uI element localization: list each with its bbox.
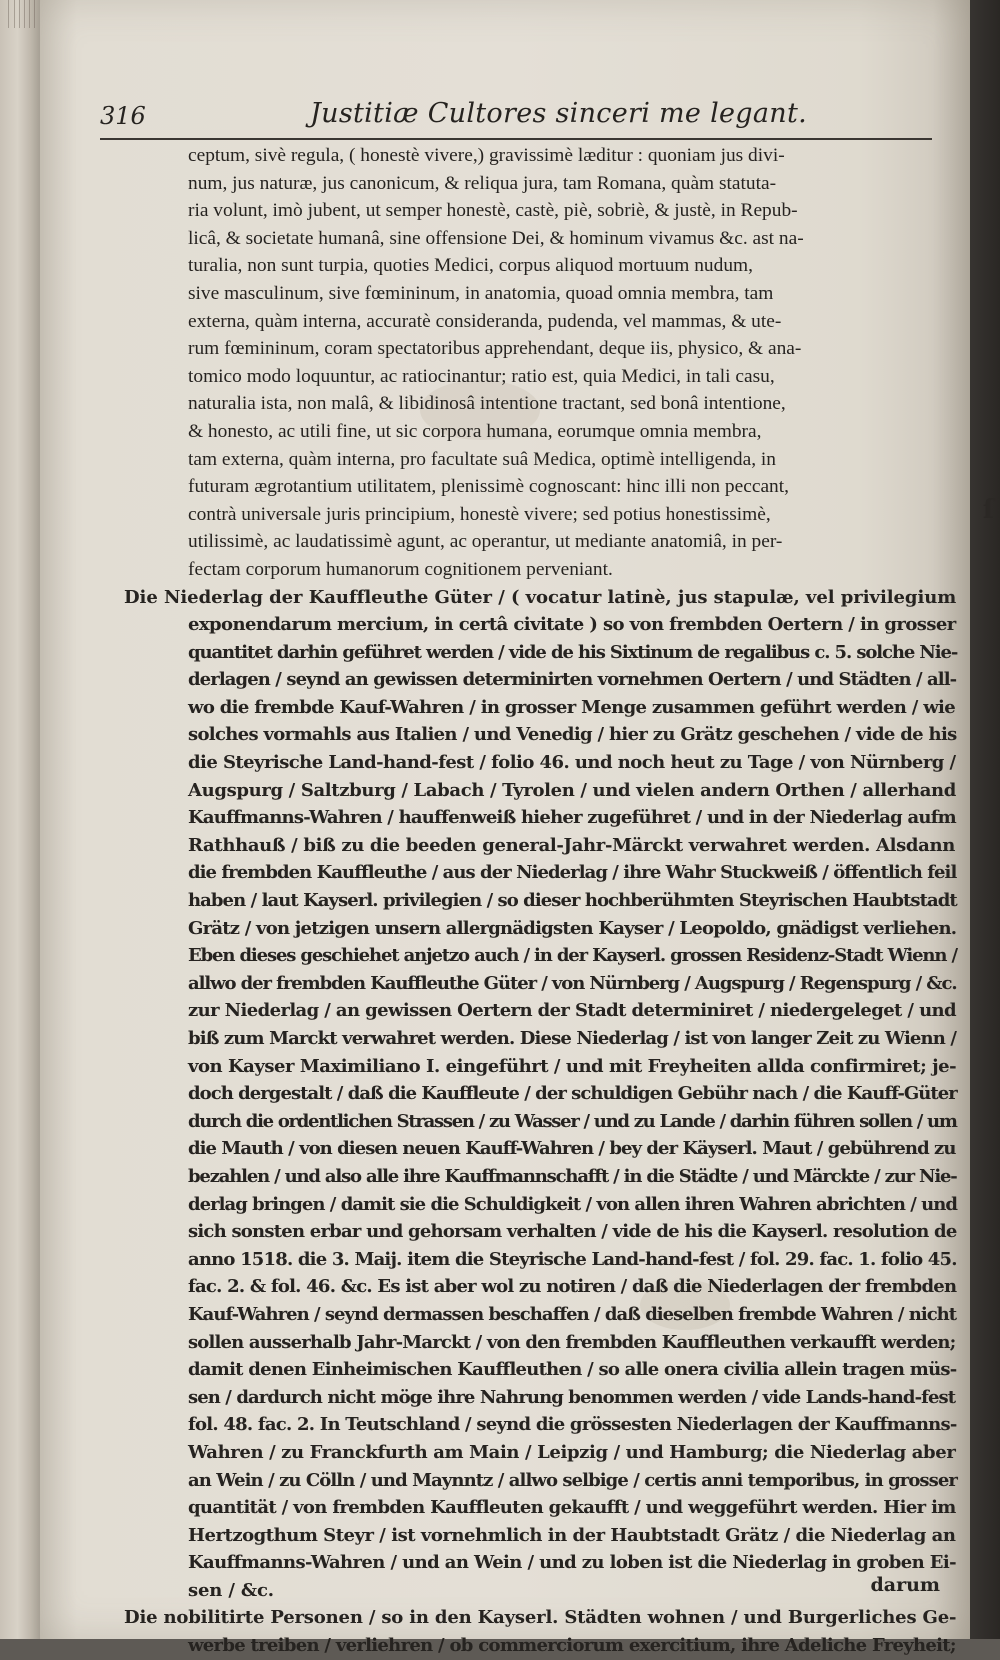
page-number: 316 (100, 102, 146, 130)
text-line: sollen ausserhalb Jahr-Marckt / von den frembden Kauffleuthen verkaufft werden; (188, 1331, 956, 1353)
text-line: an Wein / zu Cölln / und Maynntz / allwo selbige / certis anni temporibus, in grosser (188, 1469, 957, 1491)
text-line: contrà universale juris principium, honestè vivere; sed potius honestissimè, (188, 503, 771, 525)
text-line: von Kayser Maximiliano I. eingeführt / und mit Freyheiten allda confirmiret; je- (188, 1055, 957, 1077)
text-line: sen / &c. (188, 1579, 274, 1601)
text-line: licâ, & societate humanâ, sine offensione Dei, & hominum vivamus &c. ast na- (188, 227, 804, 249)
text-line: exponendarum mercium, in certâ civitate ) so von frembden Oertern / in grosser (188, 614, 956, 636)
text-line: die Steyrische Land-hand-fest / folio 46. und noch heut zu Tage / von Nürnberg / (188, 752, 956, 774)
text-line: Eben dieses geschiehet anjetzo auch / in der Kayserl. grossen Residenz-Stadt Wienn / (188, 945, 957, 967)
text-line: biß zum Marckt verwahret werden. Diese Niederlag / ist von langer Zeit zu Wienn / (188, 1028, 957, 1049)
text-line: Grätz / von jetzigen unsern allergnädigsten Kayser / Leopoldo, gnädigst verliehen. (188, 917, 957, 939)
text-line: Die nobilitirte Personen / so in den Kayserl. Städten wohnen / und Burgerliches Ge- (124, 1607, 957, 1629)
page-header (100, 96, 940, 132)
text-line: Kauffmanns-Wahren / und an Wein / und zu loben ist die Niederlag in groben Ei- (188, 1552, 957, 1574)
text-line: derlag bringen / damit sie die Schuldigkeit / von allen ihren Wahren abrichten / und (188, 1193, 958, 1215)
text-line: Kauffmanns-Wahren / hauffenweiß hieher zugeführet / und in der Niederlag aufm (188, 807, 956, 829)
text-line: haben / laut Kayserl. privilegien / so dieser hochberühmten Steyrischen Haubtstadt (188, 890, 957, 912)
text-line: futuram ægrotantium utilitatem, plenissimè cognoscant: hinc illi non peccant, (188, 476, 789, 498)
text-line: Wahren / zu Franckfurth am Main / Leipzig / und Hamburg; die Niederlag aber (188, 1441, 956, 1463)
text-line: quantität / von frembden Kauffleuten gekaufft / und weggeführt werden. Hier im (188, 1497, 956, 1519)
text-line: damit denen Einheimischen Kauffleuthen / so alle onera civilia allein tragen müs- (188, 1359, 957, 1381)
text-line: fol. 48. fac. 2. In Teutschland / seynd die grössesten Niederlagen der Kauffmanns- (188, 1414, 957, 1436)
text-line: Augspurg / Saltzburg / Labach / Tyrolen / und vielen andern Orthen / allerhand (188, 779, 957, 801)
text-line: durch die ordentlichen Strassen / zu Wasser / und zu Lande / darhin führen sollen / um (188, 1110, 957, 1132)
text-line: derlagen / seynd an gewissen determinirten vornehmen Oertern / und Städten / all- (188, 669, 957, 691)
text-line: werbe treiben / verliehren / ob commerciorum exercitium, ihre Adeliche Freyheit; (188, 1635, 956, 1657)
text-line: die frembden Kauffleuthe / aus der Niederlag / ihre Wahr Stuckweiß / öffentlich feil (188, 862, 957, 884)
text-line: num, jus naturæ, jus canonicum, & reliqua jura, tam Romana, quàm statuta- (188, 172, 777, 194)
text-line: turalia, non sunt turpia, quoties Medici, corpus aliquod mortuum nudum, (188, 255, 753, 277)
text-line: Hertzogthum Steyr / ist vornehmlich in der Haubtstadt Grätz / die Niederlag an (188, 1524, 956, 1546)
text-line: solches vormahls aus Italien / und Venedig / hier zu Grätz geschehen / vide de his (188, 724, 957, 746)
running-head: Justitiæ Cultores sinceri me legant. (310, 98, 807, 129)
text-line: tam externa, quàm interna, pro facultate suâ Medica, optimè intelligenda, in (188, 448, 776, 470)
text-line: & honesto, ac utili fine, ut sic corpora humana, eorumque omnia membra, (188, 420, 762, 442)
catchword: darum (870, 1574, 940, 1596)
text-line: doch dergestalt / daß die Kauffleute / der schuldigen Gebühr nach / die Kauff-Güter (188, 1083, 957, 1105)
text-line: utilissimè, ac laudatissimè agunt, ac operantur, ut mediante anatomiâ, in per- (188, 531, 783, 553)
text-line: naturalia ista, non malâ, & libidinosâ intentione tractant, sed bonâ intentione, (188, 393, 786, 415)
text-line: sich sonsten erbar und gehorsam verhalten / vide de his die Kayserl. resolution de (188, 1221, 957, 1243)
text-line: quantitet darhin geführet werden / vide de his Sixtinum de regalibus c. 5. solche Nie- (188, 641, 958, 663)
text-line: Rathhauß / biß zu die beeden general-Jahr-Märckt verwahret werden. Alsdann (188, 834, 955, 856)
text-line: wo die frembde Kauf-Wahren / in grosser Menge zusammen geführt werden / wie (188, 696, 956, 718)
header-rule (100, 138, 932, 140)
text-line: bezahlen / und also alle ihre Kauffmannschafft / in die Städte / und Märckte / zur Nie- (188, 1165, 957, 1187)
body-text (124, 142, 958, 1660)
text-line: die Mauth / von diesen neuen Kauff-Wahren / bey der Käyserl. Maut / gebührend zu (188, 1138, 956, 1160)
text-line: Die Niederlag der Kauffleuthe Güter / ( vocatur latinè, jus stapulæ, vel privilegium (124, 586, 957, 608)
text-line: Kauf-Wahren / seynd dermassen beschaffen / daß dieselben frembde Wahren / nicht (188, 1303, 957, 1325)
margin-mark: ſ (982, 495, 994, 525)
text-line: externa, quàm interna, accuratè considerandа, pudenda, vel mammas, & ute- (188, 310, 782, 332)
text-line: ceptum, sivè regula, ( honestè vivere,) gravissimè læditur : quoniam jus divi- (188, 145, 785, 166)
text-line: allwo der frembden Kauffleuthe Güter / von Nürnberg / Augspurg / Regenspurg / &c. (188, 972, 957, 994)
text-line: fac. 2. & fol. 46. &c. Es ist aber wol zu notiren / daß die Niederlagen der frembden (188, 1276, 957, 1298)
text-line: fectam corporum humanorum cognitionem perveniant. (188, 558, 613, 580)
text-line: sive masculinum, sive fœmininum, in anatomia, quoad omnia membra, tam (188, 282, 774, 304)
book-binding-edge (0, 0, 44, 1639)
text-line: anno 1518. die 3. Maij. item die Steyrische Land-hand-fest / fol. 29. fac. 1. folio 45. (188, 1248, 957, 1270)
text-line: rum fœmininum, coram spectatoribus apprehendant, deque iis, physico, & ana- (188, 338, 802, 360)
text-line: zur Niederlag / an gewissen Oertern der Stadt determiniret / niedergeleget / und (188, 1000, 957, 1022)
text-line: sen / dardurch nicht möge ihre Nahrung benommen werden / vide Lands-hand-fest (188, 1386, 956, 1408)
text-line: tomico modo loquuntur, ac ratiocinantur; ratio est, quia Medici, in tali casu, (188, 365, 775, 387)
text-line: ria volunt, imò jubent, ut semper honestè, castè, piè, sobriè, & justè, in Repub- (188, 200, 798, 222)
